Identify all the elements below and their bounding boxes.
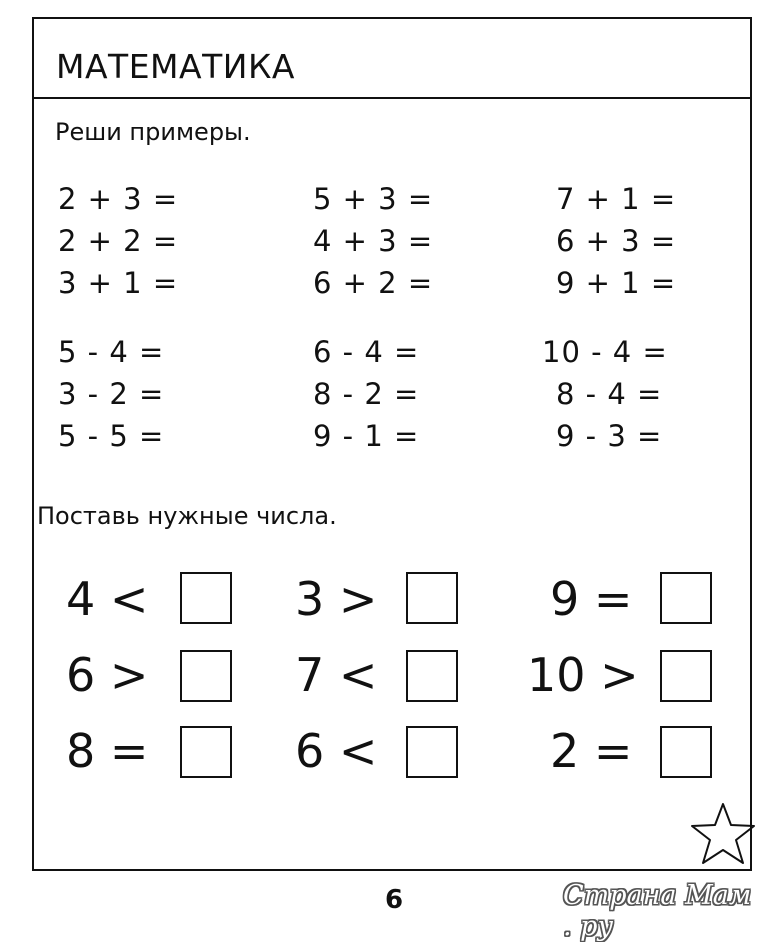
header (34, 19, 750, 99)
addition-expression: 9 + 1 = (556, 266, 677, 300)
subtraction-expression: 9 - 3 = (556, 419, 663, 453)
addition-expression: 2 + 2 = (58, 224, 179, 258)
page-title: МАТЕМАТИКА (56, 47, 295, 86)
answer-box[interactable] (406, 572, 458, 624)
addition-expression: 7 + 1 = (556, 182, 677, 216)
comparison-expression: 8 = (66, 724, 149, 778)
watermark: Страна Мам . ру (563, 880, 752, 942)
answer-box[interactable] (660, 726, 712, 778)
comparison-expression: 9 = (550, 572, 633, 626)
addition-expression: 3 + 1 = (58, 266, 179, 300)
page-number: 6 (385, 885, 404, 915)
comparison-expression: 3 > (295, 572, 378, 626)
subtraction-expression: 5 - 4 = (58, 335, 165, 369)
comparison-expression: 6 > (66, 648, 149, 702)
comparison-expression: 2 = (550, 724, 633, 778)
star-icon (688, 800, 758, 868)
comparison-expression: 10 > (527, 648, 639, 702)
subtraction-expression: 5 - 5 = (58, 419, 165, 453)
addition-expression: 4 + 3 = (313, 224, 434, 258)
addition-expression: 2 + 3 = (58, 182, 179, 216)
subtraction-expression: 10 - 4 = (542, 335, 668, 369)
subtraction-expression: 6 - 4 = (313, 335, 420, 369)
subtraction-expression: 3 - 2 = (58, 377, 165, 411)
instruction-fill: Поставь нужные числа. (37, 502, 337, 530)
answer-box[interactable] (180, 650, 232, 702)
comparison-expression: 6 < (295, 724, 378, 778)
comparison-expression: 4 < (66, 572, 149, 626)
answer-box[interactable] (406, 726, 458, 778)
subtraction-expression: 8 - 4 = (556, 377, 663, 411)
subtraction-expression: 8 - 2 = (313, 377, 420, 411)
answer-box[interactable] (406, 650, 458, 702)
addition-expression: 6 + 3 = (556, 224, 677, 258)
comparison-expression: 7 < (295, 648, 378, 702)
instruction-solve: Реши примеры. (55, 118, 251, 146)
addition-expression: 6 + 2 = (313, 266, 434, 300)
addition-expression: 5 + 3 = (313, 182, 434, 216)
answer-box[interactable] (180, 572, 232, 624)
answer-box[interactable] (180, 726, 232, 778)
answer-box[interactable] (660, 572, 712, 624)
subtraction-expression: 9 - 1 = (313, 419, 420, 453)
answer-box[interactable] (660, 650, 712, 702)
